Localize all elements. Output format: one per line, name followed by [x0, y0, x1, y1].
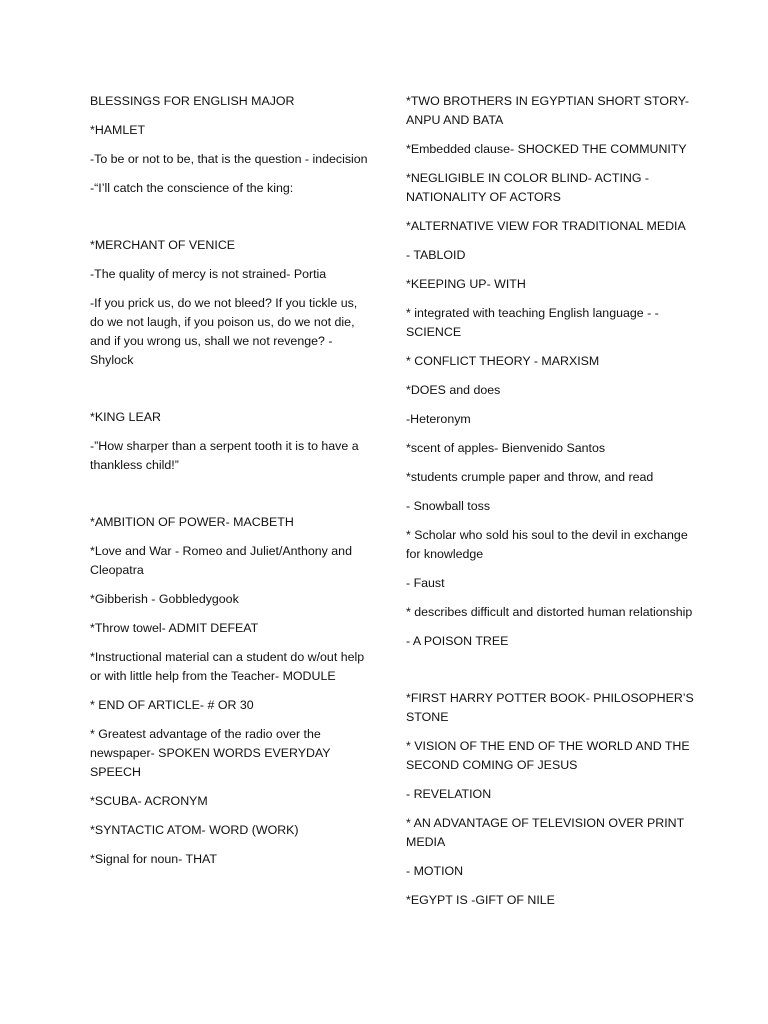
paragraph: - MOTION: [406, 864, 464, 878]
paragraph: * CONFLICT THEORY - MARXISM: [406, 354, 600, 368]
paragraph: *Signal for noun- THAT: [90, 852, 217, 866]
paragraph: -To be or not to be, that is the question - indecision: [90, 152, 368, 166]
paragraph: *Throw towel- ADMIT DEFEAT: [90, 621, 259, 635]
paragraph: *SCUBA- ACRONYM: [90, 794, 208, 808]
paragraph: * VISION OF THE END OF THE WORLD AND THE SECOND COMING OF JESUS: [406, 739, 690, 772]
paragraph: * describes difficult and distorted human relationship: [406, 605, 693, 619]
paragraph: *Gibberish - Gobbledygook: [90, 592, 239, 606]
paragraph: *AMBITION OF POWER- MACBETH: [90, 515, 294, 529]
paragraph: *NEGLIGIBLE IN COLOR BLIND- ACTING - NATIONALITY OF ACTORS: [406, 171, 650, 204]
paragraph: *KEEPING UP- WITH: [406, 277, 526, 291]
paragraph: -Heteronym: [406, 412, 471, 426]
paragraph: *SYNTACTIC ATOM- WORD (WORK): [90, 823, 299, 837]
paragraph: * Scholar who sold his soul to the devil in exchange for knowledge: [406, 528, 688, 561]
paragraph: *KING LEAR: [90, 410, 161, 424]
paragraph: - REVELATION: [406, 787, 492, 801]
paragraph: * AN ADVANTAGE OF TELEVISION OVER PRINT MEDIA: [406, 816, 684, 849]
paragraph: -”How sharper than a serpent tooth it is to have a thankless child!”: [90, 439, 359, 472]
paragraph: -The quality of mercy is not strained- Portia: [90, 267, 327, 281]
paragraph: -If you prick us, do we not bleed? If you tickle us, do we not laugh, if you poison us, do we not die, and if you wrong us, shall we not revenge? - Shylock: [90, 296, 358, 367]
paragraph: BLESSINGS FOR ENGLISH MAJOR: [90, 94, 295, 108]
paragraph: *MERCHANT OF VENICE: [90, 238, 236, 252]
paragraph: *FIRST HARRY POTTER BOOK- PHILOSOPHER’S STONE: [406, 691, 694, 724]
paragraph: - Snowball toss: [406, 499, 491, 513]
paragraph: *Embedded clause- SHOCKED THE COMMUNITY: [406, 142, 687, 156]
paragraph: * Greatest advantage of the radio over the newspaper- SPOKEN WORDS EVERYDAY SPEECH: [90, 727, 331, 779]
paragraph: *students crumple paper and throw, and read: [406, 470, 654, 484]
left-column: [90, 92, 372, 879]
paragraph: * integrated with teaching English language - - SCIENCE: [406, 306, 659, 339]
paragraph: * END OF ARTICLE- # OR 30: [90, 698, 254, 712]
paragraph: - TABLOID: [406, 248, 466, 262]
paragraph: *DOES and does: [406, 383, 501, 397]
paragraph: *TWO BROTHERS IN EGYPTIAN SHORT STORY- ANPU AND BATA: [406, 94, 689, 127]
paragraph: *ALTERNATIVE VIEW FOR TRADITIONAL MEDIA: [406, 219, 686, 233]
paragraph: *scent of apples- Bienvenido Santos: [406, 441, 606, 455]
right-column: [406, 92, 696, 920]
paragraph: - A POISON TREE: [406, 634, 509, 648]
paragraph: *Love and War - Romeo and Juliet/Anthony and Cleopatra: [90, 544, 352, 577]
paragraph: *Instructional material can a student do w/out help or with little help from the Teacher- MODULE: [90, 650, 365, 683]
paragraph: -“I’ll catch the conscience of the king:: [90, 181, 294, 195]
paragraph: *HAMLET: [90, 123, 146, 137]
paragraph: *EGYPT IS -GIFT OF NILE: [406, 893, 555, 907]
paragraph: - Faust: [406, 576, 445, 590]
